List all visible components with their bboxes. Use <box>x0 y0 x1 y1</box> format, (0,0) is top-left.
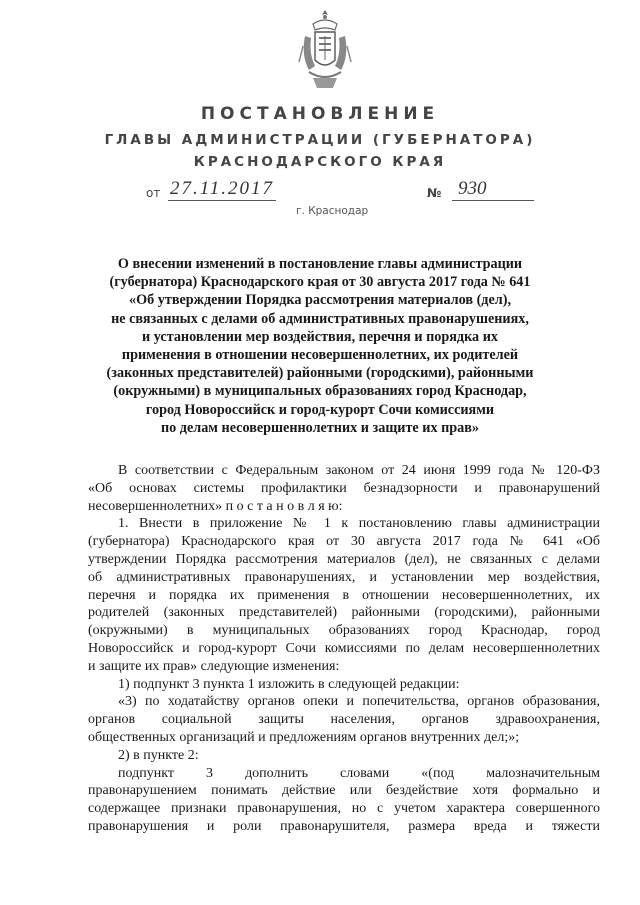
body-line: и защите их прав» следующие изменения: <box>88 658 340 674</box>
city-label: г. Краснодар <box>296 205 369 217</box>
heading-line: не связанных с делами об административных правонарушениях, <box>111 310 529 327</box>
document-heading <box>90 255 550 437</box>
body-line: общественных организаций и предложениям органов внутренних дел;»; <box>88 729 520 745</box>
body-line: 2) в пункте 2: <box>118 747 199 763</box>
body-line: (окружными) в муниципальных образованиях город Краснодар, город <box>88 623 600 639</box>
heading-line: применения в отношении несовершеннолетних, их родителей <box>121 347 519 364</box>
heading-line: (законных представителей) районными (городскими), районными <box>106 365 534 382</box>
body-line: несовершеннолетних» п о с т а н о в л я ю: <box>88 498 343 514</box>
body-line: «Об основах системы профилактики безнадзорности и правонарушений <box>88 480 600 496</box>
body-line: Новороссийск и город-курорт Сочи комиссиями по делам несовершеннолетних <box>88 640 600 656</box>
body-line: В соответствии с Федеральным законом от 24 июня 1999 года № 120-ФЗ <box>118 463 600 478</box>
body-line: содержащее признаки правонарушения, но с учетом характера совершенного <box>88 801 600 817</box>
heading-line: город Новороссийск и город-курорт Сочи комиссиями <box>145 401 495 418</box>
coat-of-arms-icon <box>295 6 355 94</box>
body-line: правонарушения и роли правонарушителя, размера вреда и тяжести <box>88 818 600 834</box>
issuer-line-1: ГЛАВЫ АДМИНИСТРАЦИИ (ГУБЕРНАТОРА) <box>104 132 536 148</box>
heading-line: (губернатора) Краснодарского края от 30 августа 2017 года № 641 <box>109 274 531 291</box>
body-line: утверждении Порядка рассмотрения материалов (дел), не связанных с делами <box>88 551 600 567</box>
heading-line: О внесении изменений в постановление главы администрации <box>117 256 523 272</box>
body-line: правонарушением понимать действие или бездействие хотя формально и <box>88 783 600 799</box>
heading-line: «Об утверждении Порядка рассмотрения материалов (дел), <box>128 292 512 309</box>
body-line: родителей (законных представителей) районными (городскими), районными <box>88 605 600 621</box>
heading-line: и установлении мер воздействия, перечня и порядка их <box>142 328 498 345</box>
body-line: (губернатора) Краснодарского края от 30 августа 2017 года № 641 «Об <box>88 534 600 550</box>
body-line: подпункт 3 дополнить словами «(под малозначительным <box>118 765 600 781</box>
heading-line: по делам несовершеннолетних и защите их прав» <box>160 419 480 436</box>
number-prefix: № <box>427 186 442 200</box>
body-line: перечня и порядка их применения в отношении несовершеннолетних, их <box>88 587 600 603</box>
document-title: ПОСТАНОВЛЕНИЕ <box>200 104 440 124</box>
date-prefix: от <box>146 186 161 200</box>
document-body <box>88 462 600 836</box>
issuer-line-2: КРАСНОДАРСКОГО КРАЯ <box>193 154 447 170</box>
body-line: об административных правонарушениях, и установлении мер воздействия, <box>88 569 600 585</box>
body-line: 1) подпункт 3 пункта 1 изложить в следующей редакции: <box>118 676 460 692</box>
date-value: 27.11.2017 <box>169 178 275 199</box>
body-line: 1. Внести в приложение № 1 к постановлению главы администрации <box>118 516 600 532</box>
body-line: органов социальной защиты населения, органов здравоохранения, <box>88 712 600 728</box>
body-line: «3) по ходатайству органов опеки и попечительства, органов образования, <box>118 694 600 710</box>
number-value: 930 <box>452 178 534 201</box>
heading-line: (окружными) в муниципальных образованиях город Краснодар, <box>113 383 527 400</box>
